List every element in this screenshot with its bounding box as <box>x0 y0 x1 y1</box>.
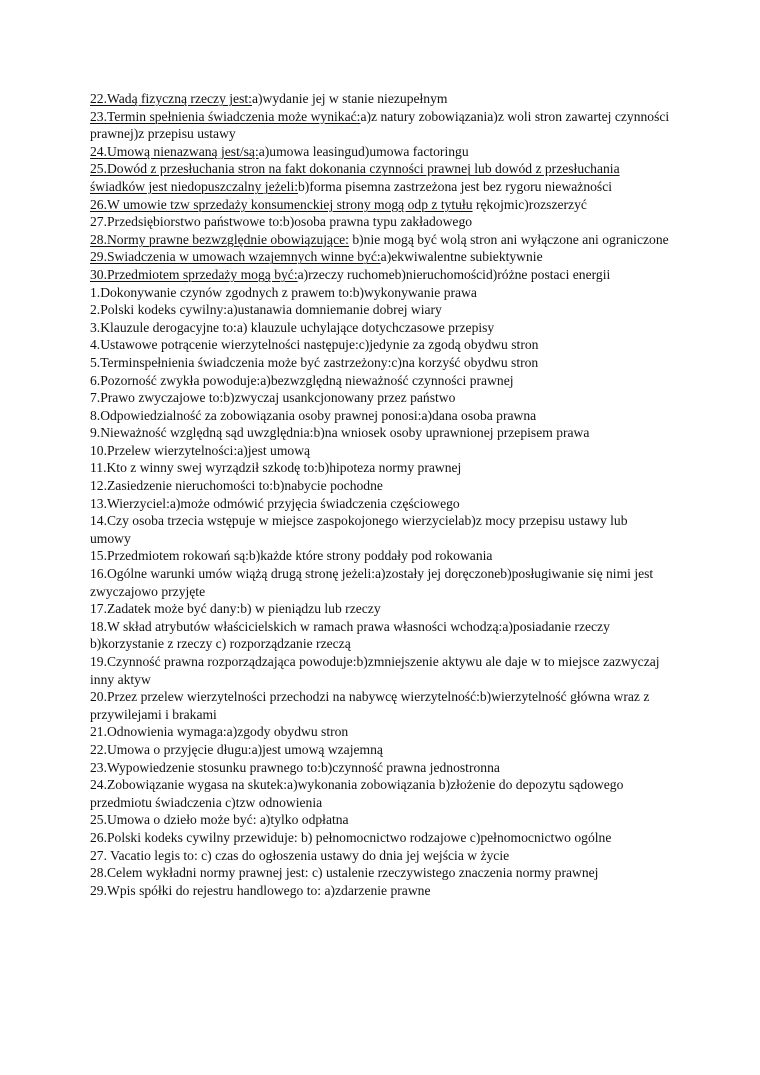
list-item: 12.Zasiedzenie nieruchomości to:b)nabycie pochodne <box>90 478 383 494</box>
answer-text: 27.Przedsiębiorstwo państwowe to:b)osoba prawna typu zakładowego <box>90 214 473 230</box>
list-item <box>90 108 670 143</box>
list-item: 9.Nieważność względną sąd uwzględnia:b)na wniosek osoby uprawnionej przepisem prawa <box>90 425 590 441</box>
question-text: 22.Wadą fizyczną rzeczy jest: <box>90 91 252 106</box>
list-item <box>90 266 670 284</box>
list-item: 21.Odnowienia wymaga:a)zgody obydwu stron <box>90 724 349 740</box>
question-text: 30.Przedmiotem sprzedaży mogą być: <box>90 266 298 282</box>
answer-text: a)z natury zobowiązania)z woli stron zawartej czynności prawnej)z przepisu ustawy <box>90 108 670 142</box>
question-text: 29.Swiadczenia w umowach wzajemnych winne być: <box>90 249 381 265</box>
list-item: 26.Polski kodeks cywilny przewiduje: b) pełnomocnictwo rodzajowe c)pełnomocnictwo ogólne <box>90 829 612 845</box>
list-item: 4.Ustawowe potrącenie wierzytelności następuje:c)jedynie za zgodą obydwu stron <box>90 337 539 353</box>
answer-text: a)ekwiwalentne subiektywnie <box>380 249 543 265</box>
list-item: 11.Kto z winny swej wyrządził szkodę to:b)hipoteza normy prawnej <box>90 460 462 476</box>
list-item: 15.Przedmiotem rokowań są:b)każde które strony poddały pod rokowania <box>90 548 493 564</box>
list-item <box>90 213 670 231</box>
list-item: 29.Wpis spółki do rejestru handlowego to: a)zdarzenie prawne <box>90 882 431 898</box>
list-item: 6.Pozorność zwykła powoduje:a)bezwzględną nieważność czynności prawnej <box>90 372 514 388</box>
list-item: 14.Czy osoba trzecia wstępuje w miejsce zaspokojonego wierzycielab)z mocy przepisu ustawy lub umowy <box>90 513 628 546</box>
list-item <box>90 231 670 249</box>
list-item: 19.Czynność prawna rozporządzająca powoduje:b)zmniejszenie aktywu ale daje w to miejsce zazwyczaj inny aktyw <box>90 654 660 687</box>
list-item: 24.Zobowiązanie wygasa na skutek:a)wykonania zobowiązania b)złożenie do depozytu sądowego przedmiotu świadczenia c)tzw odnowienia <box>90 777 624 810</box>
list-item: 1.Dokonywanie czynów zgodnych z prawem to:b)wykonywanie prawa <box>90 284 477 300</box>
list-item: 20.Przez przelew wierzytelności przechodzi na nabywcę wierzytelność:b)wierzytelność główna wraz z przywilejami i brakami <box>90 689 650 722</box>
list-item: 27. Vacatio legis to: c) czas do ogłoszenia ustawy do dnia jej wejścia w życie <box>90 847 510 863</box>
answer-text: a)rzeczy ruchomeb)nieruchomościd)różne postaci energii <box>297 266 611 282</box>
list-item: 25.Umowa o dzieło może być: a)tylko odpłatna <box>90 812 349 828</box>
list-item: 5.Terminspełnienia świadczenia może być zastrzeżony:c)na korzyść obydwu stron <box>90 354 539 370</box>
answer-text: a)umowa leasingud)umowa factoringu <box>258 143 469 159</box>
answer-text: b)nie mogą być wolą stron ani wyłączone ani ograniczone <box>348 231 669 247</box>
list-item: 8.Odpowiedzialność za zobowiązania osoby prawnej ponosi:a)dana osoba prawna <box>90 407 537 423</box>
list-item <box>90 143 670 161</box>
question-text: 28.Normy prawne bezwzględnie obowiązujące: <box>90 231 349 247</box>
list-item: 10.Przelew wierzytelności:a)jest umową <box>90 442 311 458</box>
question-text: 24.Umową nienazwaną jest/są: <box>90 143 259 159</box>
answer-text: a)wydanie jej w stanie niezupełnym <box>251 91 448 106</box>
list-item <box>90 248 670 266</box>
question-text: 23.Termin spełnienia świadczenia może wynikać: <box>90 108 361 124</box>
list-item: 7.Prawo zwyczajowe to:b)zwyczaj usankcjonowany przez państwo <box>90 390 456 406</box>
list-item <box>90 90 670 108</box>
list-item <box>90 160 670 195</box>
list-item: 28.Celem wykładni normy prawnej jest: c) ustalenie rzeczywistego znaczenia normy prawnej <box>90 865 599 881</box>
answer-text: rękojmic)rozszerzyć <box>472 196 587 212</box>
list-item: 17.Zadatek może być dany:b) w pieniądzu lub rzeczy <box>90 601 381 617</box>
answer-text: b)forma pisemna zastrzeżona jest bez rygoru nieważności <box>298 178 613 194</box>
document-page <box>90 90 670 899</box>
list-item: 23.Wypowiedzenie stosunku prawnego to:b)czynność prawna jednostronna <box>90 759 500 775</box>
question-text: 26.W umowie tzw sprzedaży konsumenckiej strony mogą odp z tytułu <box>90 196 473 212</box>
list-item: 16.Ogólne warunki umów wiążą drugą stronę jeżeli:a)zostały jej doręczoneb)posługiwanie się nimi jest zwyczajowo przyjęte <box>90 566 654 599</box>
question-text: 25.Dowód z przesłuchania stron na fakt dokonania czynności prawnej lub dowód z przesłuchania świadków jest niedopuszczalny jeżeli: <box>90 161 620 194</box>
list-item: 3.Klauzule derogacyjne to:a) klauzule uchylające dotychczasowe przepisy <box>90 319 495 335</box>
list-item: 2.Polski kodeks cywilny:a)ustanawia domniemanie dobrej wiary <box>90 302 442 318</box>
list-item: 13.Wierzyciel:a)może odmówić przyjęcia świadczenia częściowego <box>90 495 460 511</box>
list-item: 18.W skład atrybutów właścicielskich w ramach prawa własności wchodzą:a)posiadanie rzeczy b)korzystanie z rzeczy c) rozporządzanie rzeczą <box>90 618 610 652</box>
list-item <box>90 196 670 214</box>
list-item: 22.Umowa o przyjęcie długu:a)jest umową wzajemną <box>90 741 383 757</box>
